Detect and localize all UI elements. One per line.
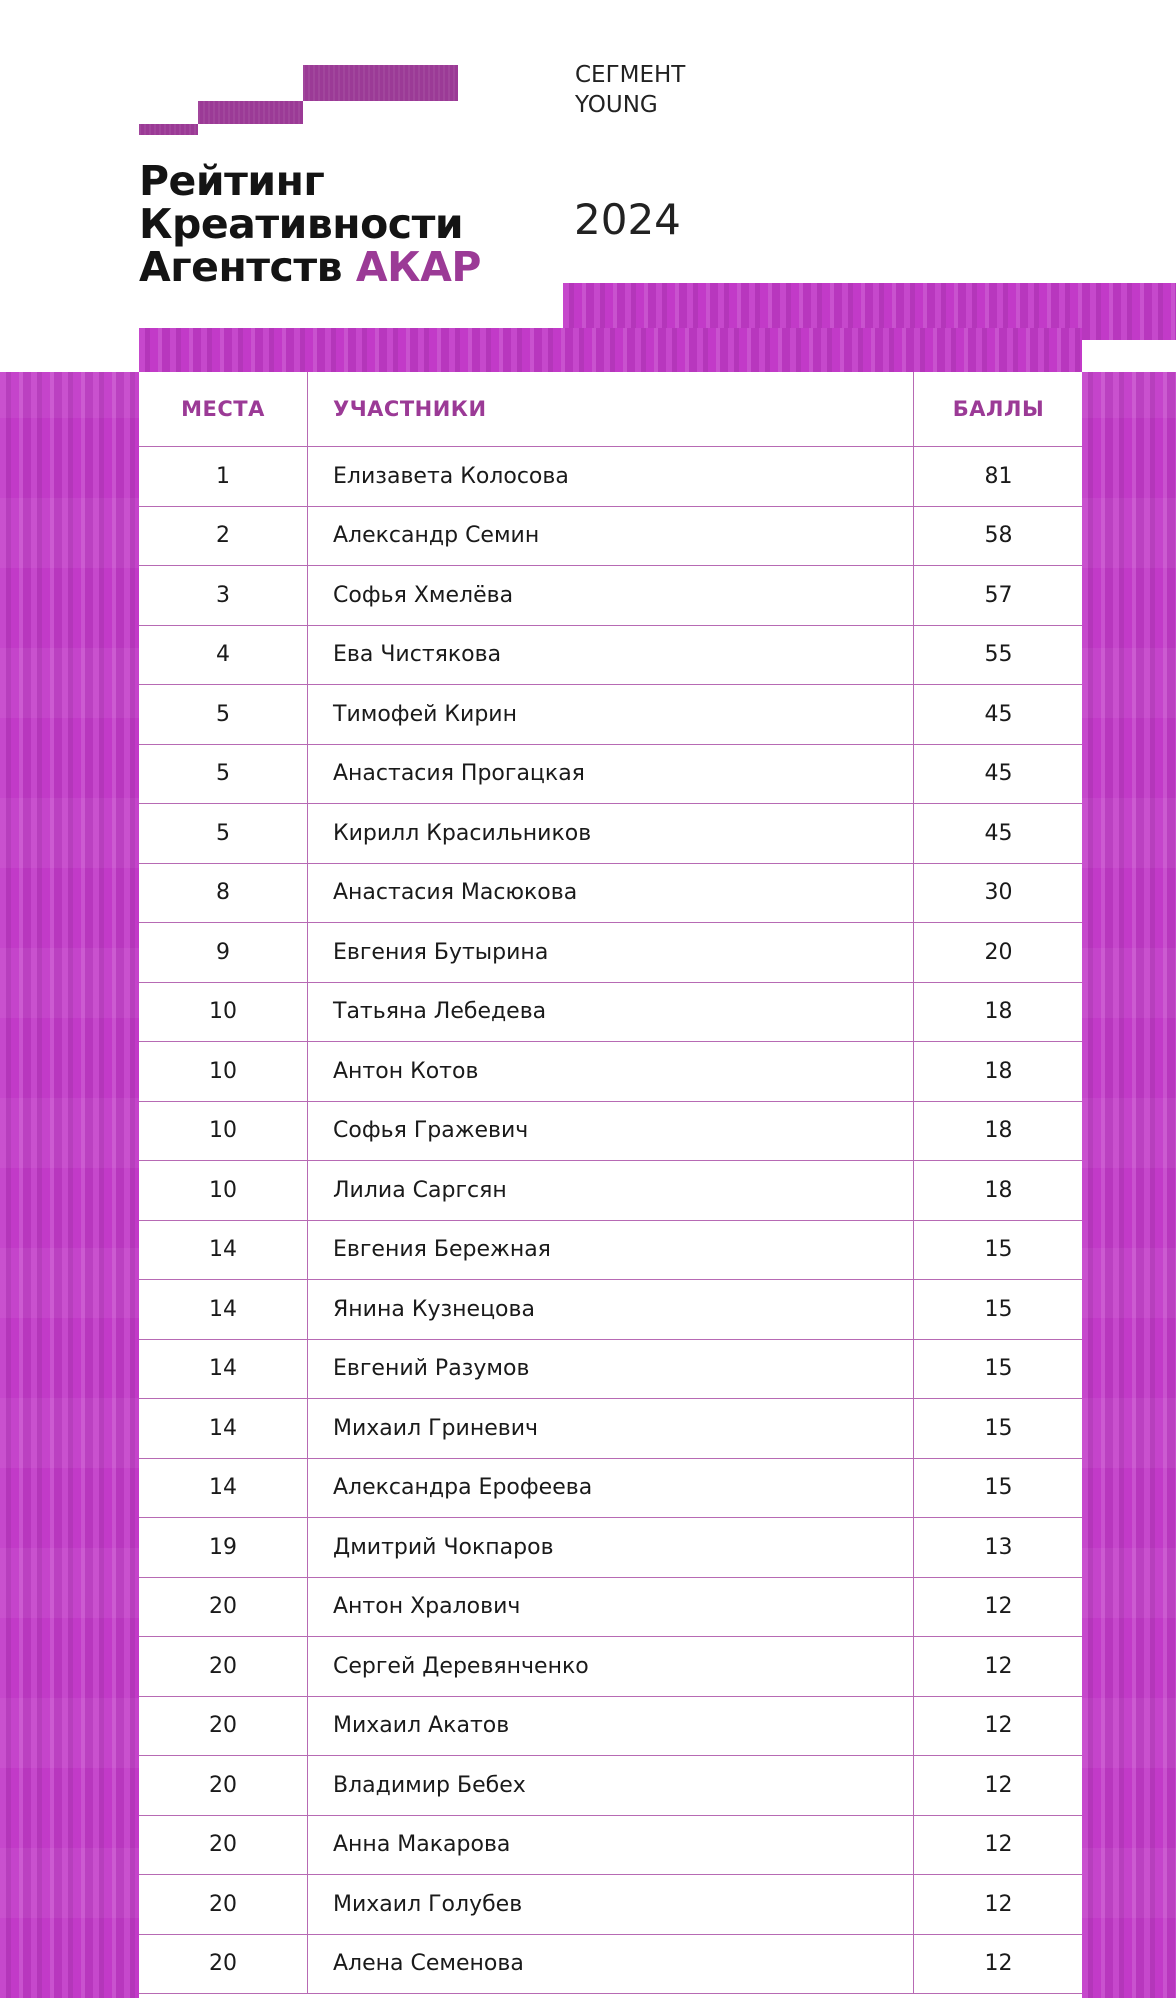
row-name: Софья Гражевич [307,1102,913,1161]
title-accent: АКАР [355,243,481,291]
row-score: 45 [913,745,1083,804]
row-score: 18 [913,983,1083,1042]
row-score: 55 [913,626,1083,685]
row-score: 15 [913,1459,1083,1518]
row-score: 18 [913,1161,1083,1220]
table-row [139,745,1082,805]
logo-step-1 [139,124,198,135]
row-place: 9 [216,939,230,965]
row-name: Евгения Бутырина [307,923,913,982]
header-score: БАЛЛЫ [913,372,1083,446]
row-place: 14 [209,1296,237,1322]
table-row [139,1042,1082,1102]
title-line-1: Рейтинг [139,157,325,205]
table-row [139,1935,1082,1995]
row-name: Тимофей Кирин [307,685,913,744]
decorative-stripes-right [1082,372,1176,1998]
row-place: 10 [209,1058,237,1084]
row-name: Татьяна Лебедева [307,983,913,1042]
segment-line-2: YOUNG [575,92,658,118]
row-place: 5 [216,761,230,787]
row-name: Анна Макарова [307,1816,913,1875]
table-row [139,1340,1082,1400]
table-row [139,1459,1082,1519]
row-place: 14 [209,1475,237,1501]
row-score: 12 [913,1816,1083,1875]
year-label: 2024 [574,195,681,244]
row-name: Софья Хмелёва [307,566,913,625]
row-score: 18 [913,1042,1083,1101]
table-row [139,1102,1082,1162]
row-place: 20 [209,1772,237,1798]
table-row [139,864,1082,924]
decorative-stripes-left [0,372,139,1998]
row-name: Кирилл Красильников [307,804,913,863]
row-score: 13 [913,1518,1083,1577]
row-name: Елизавета Колосова [307,447,913,506]
table-header-row [139,372,1082,447]
table-row [139,566,1082,626]
row-place: 5 [216,820,230,846]
row-score: 58 [913,507,1083,566]
row-name: Анастасия Прогацкая [307,745,913,804]
table-row [139,685,1082,745]
row-score: 20 [913,923,1083,982]
segment-label [575,60,685,120]
table-row [139,1161,1082,1221]
title-line-3 [139,243,481,291]
table-row [139,1697,1082,1757]
row-place: 20 [209,1713,237,1739]
table-row [139,923,1082,983]
table-row [139,1518,1082,1578]
row-name: Михаил Акатов [307,1697,913,1756]
decorative-stripes-top [139,328,1082,372]
row-place: 8 [216,880,230,906]
decorative-notch [1082,340,1176,372]
row-name: Михаил Голубев [307,1875,913,1934]
table-row [139,447,1082,507]
table-row [139,626,1082,686]
row-score: 57 [913,566,1083,625]
page-title [139,157,481,291]
row-name: Евгений Разумов [307,1340,913,1399]
row-place: 20 [209,1891,237,1917]
row-place: 20 [209,1951,237,1977]
row-name: Анастасия Масюкова [307,864,913,923]
logo-step-2 [198,101,303,124]
row-name: Ева Чистякова [307,626,913,685]
row-name: Сергей Деревянченко [307,1637,913,1696]
row-score: 12 [913,1935,1083,1994]
row-score: 12 [913,1756,1083,1815]
row-place: 10 [209,1177,237,1203]
segment-line-1: СЕГМЕНТ [575,62,686,88]
table-row [139,804,1082,864]
table-body [139,447,1082,1994]
row-name: Дмитрий Чокпаров [307,1518,913,1577]
table-row [139,1280,1082,1340]
row-place: 5 [216,701,230,727]
table-row [139,1756,1082,1816]
row-score: 12 [913,1875,1083,1934]
table-row [139,1875,1082,1935]
row-name: Антон Котов [307,1042,913,1101]
row-place: 14 [209,1356,237,1382]
row-name: Александра Ерофеева [307,1459,913,1518]
row-score: 12 [913,1578,1083,1637]
row-score: 15 [913,1280,1083,1339]
header-place: МЕСТА [181,397,265,421]
row-score: 18 [913,1102,1083,1161]
table-row [139,507,1082,567]
row-score: 30 [913,864,1083,923]
row-place: 10 [209,1118,237,1144]
row-score: 15 [913,1399,1083,1458]
row-place: 10 [209,999,237,1025]
row-name: Александр Семин [307,507,913,566]
row-score: 12 [913,1637,1083,1696]
row-name: Владимир Бебех [307,1756,913,1815]
row-place: 14 [209,1237,237,1263]
row-name: Антон Хралович [307,1578,913,1637]
row-name: Лилиа Саргсян [307,1161,913,1220]
table-row [139,983,1082,1043]
row-place: 20 [209,1594,237,1620]
row-place: 20 [209,1832,237,1858]
row-name: Янина Кузнецова [307,1280,913,1339]
row-place: 14 [209,1415,237,1441]
row-place: 4 [216,642,230,668]
table-row [139,1578,1082,1638]
row-name: Евгения Бережная [307,1221,913,1280]
title-line-3-prefix: Агентств [139,243,343,291]
row-score: 15 [913,1221,1083,1280]
row-place: 1 [216,463,230,489]
table-row [139,1637,1082,1697]
row-score: 45 [913,804,1083,863]
row-place: 2 [216,523,230,549]
table-row [139,1221,1082,1281]
row-name: Алена Семенова [307,1935,913,1994]
row-score: 12 [913,1697,1083,1756]
logo-step-3 [303,65,458,101]
row-place: 19 [209,1534,237,1560]
header-participant: УЧАСТНИКИ [307,372,913,446]
row-score: 45 [913,685,1083,744]
table-row [139,1399,1082,1459]
title-line-2: Креативности [139,200,464,248]
row-score: 15 [913,1340,1083,1399]
row-place: 3 [216,582,230,608]
rating-table [139,372,1082,1994]
row-score: 81 [913,447,1083,506]
row-place: 20 [209,1653,237,1679]
table-row [139,1816,1082,1876]
row-name: Михаил Гриневич [307,1399,913,1458]
